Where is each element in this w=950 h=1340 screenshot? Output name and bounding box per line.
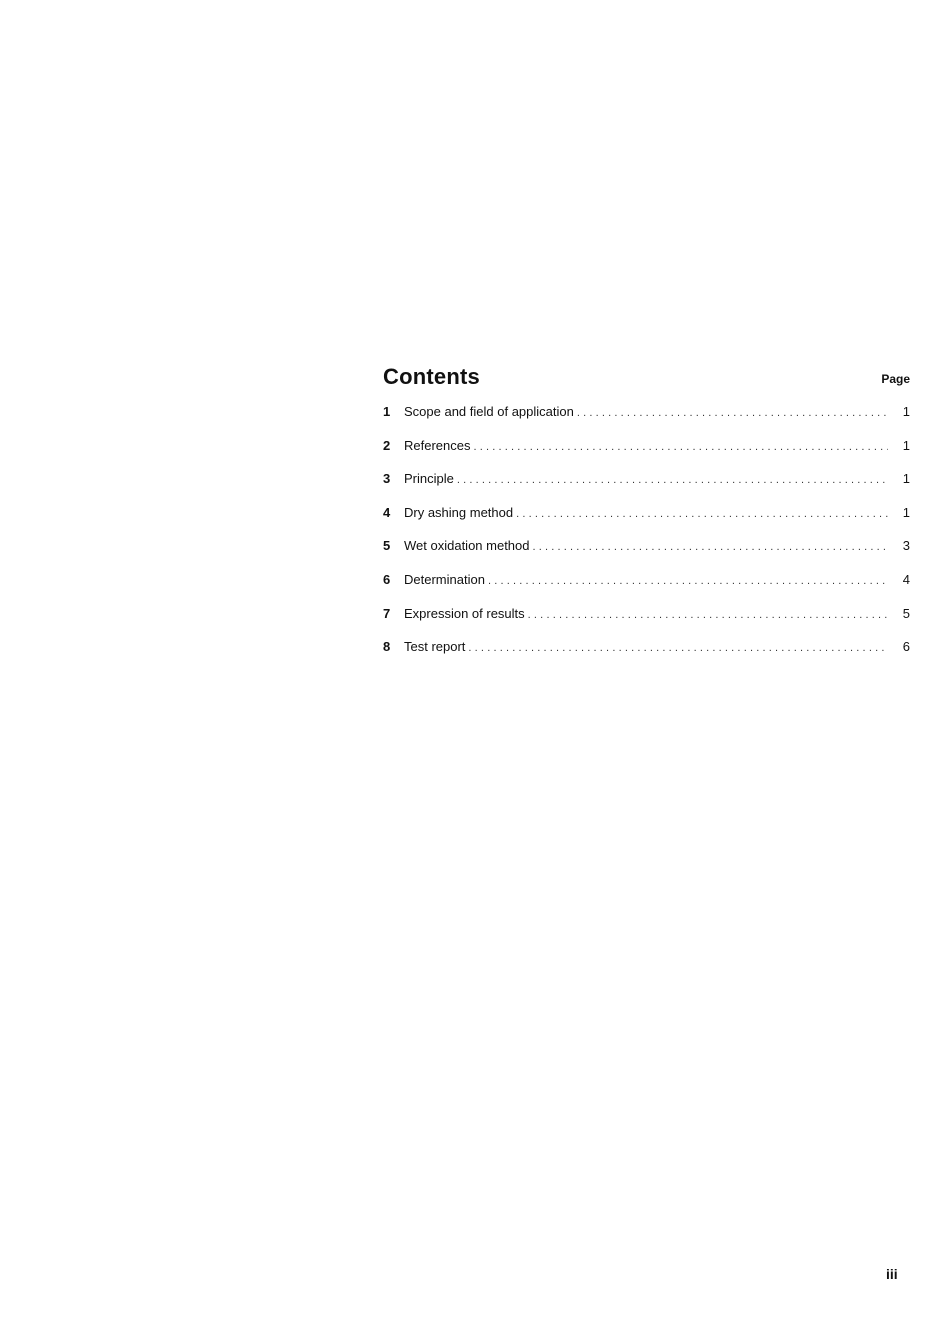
toc-entry-page: 5 xyxy=(902,605,910,621)
toc-entry-page: 1 xyxy=(902,471,910,487)
toc-list xyxy=(383,404,910,673)
toc-entry[interactable] xyxy=(383,404,910,438)
dot-leader xyxy=(457,474,888,486)
dot-leader xyxy=(577,407,888,419)
dot-leader xyxy=(473,441,888,453)
table-of-contents xyxy=(383,364,910,673)
dot-leader xyxy=(468,642,888,654)
toc-entry[interactable] xyxy=(383,538,910,572)
dot-leader xyxy=(528,609,888,621)
toc-entry[interactable] xyxy=(383,471,910,505)
toc-entry-number: 1 xyxy=(383,404,391,419)
toc-entry-number: 2 xyxy=(383,437,391,453)
toc-entry-page: 1 xyxy=(902,437,910,453)
toc-entry-number: 3 xyxy=(383,471,391,487)
toc-entry-number: 6 xyxy=(383,571,391,587)
toc-entry[interactable] xyxy=(383,639,910,673)
toc-entry-title: Dry ashing method xyxy=(404,504,514,520)
dot-leader xyxy=(516,508,888,520)
toc-entry-title: Determination xyxy=(404,571,485,587)
toc-entry-page: 3 xyxy=(902,538,910,554)
contents-header xyxy=(383,364,910,390)
toc-entry[interactable] xyxy=(383,438,910,472)
toc-entry-page: 1 xyxy=(902,504,910,520)
toc-entry[interactable] xyxy=(383,505,910,539)
page-number: iii xyxy=(886,1266,898,1282)
toc-entry-title: Test report xyxy=(404,639,466,655)
toc-entry-title: Expression of results xyxy=(404,605,525,621)
toc-entry-title: Wet oxidation method xyxy=(404,538,530,554)
dot-leader xyxy=(488,575,888,587)
page-column-label: Page xyxy=(881,372,910,386)
toc-entry-page: 6 xyxy=(902,639,910,655)
toc-entry-title: Scope and field of application xyxy=(404,404,574,419)
toc-entry-page: 4 xyxy=(902,571,910,587)
toc-entry-number: 7 xyxy=(383,605,391,621)
toc-entry-number: 4 xyxy=(383,504,391,520)
toc-entry-page: 1 xyxy=(902,404,910,419)
toc-entry-number: 5 xyxy=(383,538,391,554)
toc-entry-title: Principle xyxy=(404,471,454,487)
toc-entry[interactable] xyxy=(383,606,910,640)
dot-leader xyxy=(533,541,889,553)
contents-title: Contents xyxy=(383,364,480,389)
toc-entry[interactable] xyxy=(383,572,910,606)
toc-entry-number: 8 xyxy=(383,639,391,655)
toc-entry-title: References xyxy=(404,437,471,453)
